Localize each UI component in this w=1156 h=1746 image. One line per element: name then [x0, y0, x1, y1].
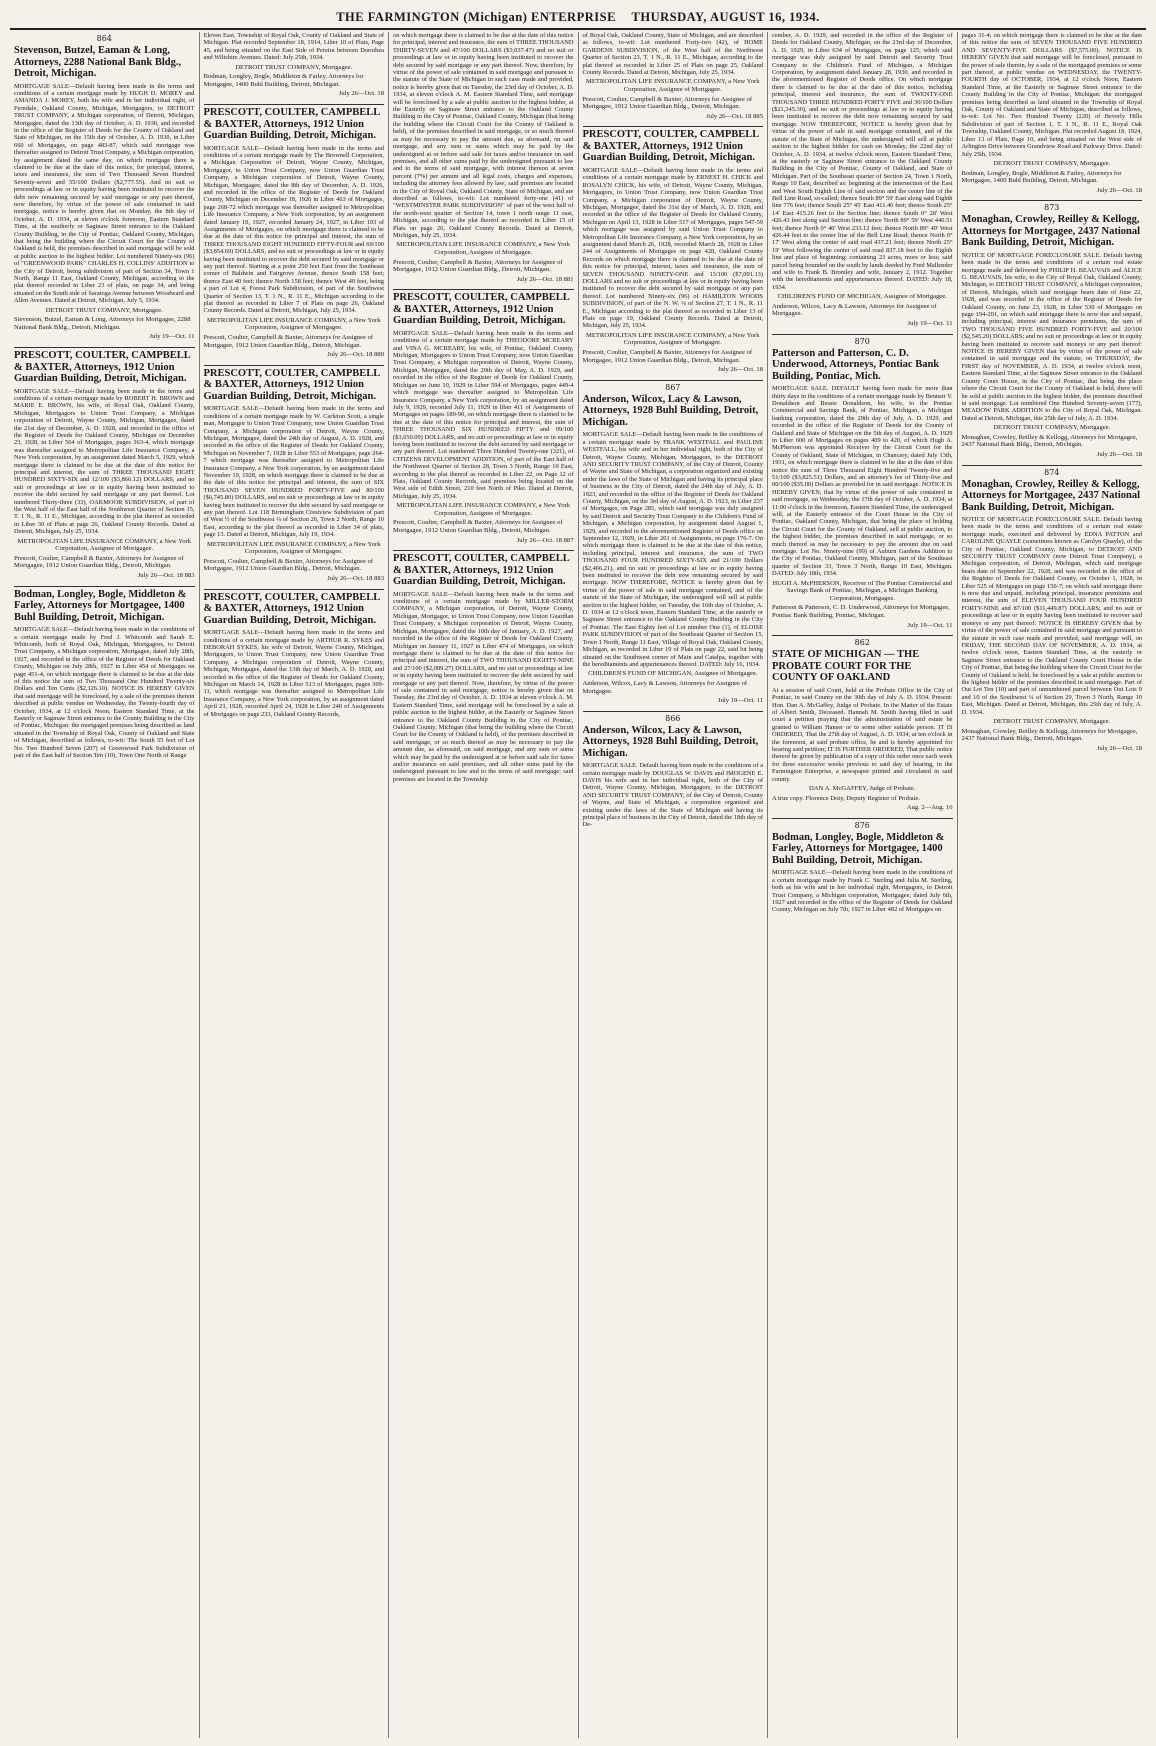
notice-body: MORTGAGE SALE—Default having been made in the terms and conditions of a certain mortgage made by W. Carleton Scott, a single man, Mortgagor to Union Trust Company, now Union Guardian Trust Company, a Michigan corporation of Detroit, Wayne County, Michigan, Mortgagee, dated the 24th day of August, A. D. 1928, and recorded in the office of the Register of Deeds for Oakland County, Michigan on November 7, 1928 in Liber 553 of Mortgages, page 264-7 which mortgage was thereafter assigned to Metropolitan Life Insurance Company, a New York corporation, by an assignment dated November 19, 1928, on which mortgage there is claimed to be due at the date of this notice for principal and interest, the sum of SIX THOUSAND SEVEN HUNDRED FORTY-FIVE and 80/100 ($6,745.80) DOLLARS, and no suit or proceedings at law or in equity having been instituted to recover the debt secured by said mortgage or any part thereof. Lot 118 Birmingham Crestview Subdivision of part of West ½ of the Southwest ¼ of Section 26, Town 2 North, Range 10 East, according to the plat thereof as recorded in Liber 34 of plats, page 13. Dated at Detroit, Michigan, July 19, 1934. [203, 405, 384, 539]
notice-attorneys: Prescott, Coulter, Campbell & Baxter, Attorneys for Assignee of Mortgagee, 1912 Union Guardian Bldg., Detroit, Michigan. [393, 258, 563, 274]
notice-publication-dates: Aug. 2—Aug. 16 [906, 804, 953, 812]
notice-body: cember, A. D. 1929, and recorded in the office of the Register of Deeds for Oakland County, Michigan, on the 23rd day of December, A. D. 1929, in Liber 634 of Mortgages, on page 125, which said mortgage was duly assigned by said Detroit and Security Trust Company to the Children's Fund of Michigan, a Michigan Corporation, by assignment dated January 28, 1930, and recorded in the aforementioned Register of Deeds office. On which mortgage there is claimed to be due at the date of this notice, including principal, interest and insurance, the sum of TWENTY-ONE THOUSAND THREE HUNDRED FORTY FIVE and 30/100 Dollars ($21,345.30), and no suit or proceedings at law or in equity having been instituted to recover the debt now remaining secured by said mortgage. NOW THEREFORE, NOTICE is hereby given that by virtue of the power of sale in said mortgage contained, and of the statute of the State of Michigan, the undersigned will sell at public auction to the highest bidder for cash on Monday, the 22nd day of October, A. D. 1934, at twelve o'clock noon, Eastern Standard Time, at the easterly or Saginaw Street entrance to the Oakland County Building in the City of Pontiac, County of Oakland, and State of Michigan. Part of the Southeast quarter of Section 24, Town 1 North, Range 10 East, described as: beginning at the intersection of the East and West South Eighth Line of said section and the center line of the Bell Line Road, so-called; thence South 89° 59' East along said Eighth line 776 feet; thence South 25° 45' East 411.46 feet; thence South 25° 14' East 415.26 feet to the Section line; thence South 0° 28' West 426.43 feet along said Section line; thence North 89° 59' West 440.51 feet; thence North 0° 40' West 233.12 feet; thence North 89° 49' West 426.44 feet to the center line of the Bell Line Road; thence North 0° 17' West along the center of said road 437.21 feet; thence North 25° 19' West following the center of said road 837.18 feet to the Eighth line and place of beginning; containing 23 acres, more or less; said parcel being bounded on the south by lands deeded by Fred Mallender and wife to Frank B. Bromley and wife, January 2, 1912. Together with the hereditaments and appurtenances thereof. DATED: July 18, 1934. [772, 32, 953, 291]
notice-867 [583, 383, 764, 705]
masthead-title: THE FARMINGTON (Michigan) ENTERPRISE [336, 10, 616, 24]
notice-bodman-1 [14, 589, 195, 760]
notice-signatory: METROPOLITAN LIFE INSURANCE COMPANY, a New York Corporation, Assignee of Mortgagee. [17, 537, 191, 553]
notice-881b [393, 292, 574, 544]
notice-col6-cont [962, 32, 1143, 194]
notice-col4-cont [583, 32, 764, 120]
notice-body: MORTGAGE SALE. Default having been made in the conditions of a certain mortgage made by DOUGLAS W. DAVIS and IMOGENE E. DAVIS his wife and in her individual right, both of the City of Detroit, Wayne County, Michigan, Mortgagors, to the DETROIT AND SECURITY TRUST COMPANY, of the City of Detroit, County of Wayne, and State of Michigan, a corporation organized and existing under the laws of the State of Michigan and having its principal place of business in the City of Detroit, dated the 18th day of De- [582, 762, 763, 829]
notice-publication-dates: July 26—Oct. 18 887 [516, 536, 574, 544]
notice-header: STATE OF MICHIGAN — THE PROBATE COURT FOR THE COUNTY OF OAKLAND [772, 649, 920, 684]
notice-864 [14, 34, 195, 341]
column-rule [583, 711, 764, 712]
notice-signatory: METROPOLITAN LIFE INSURANCE COMPANY, a New York Corporation, Assignee of Mortgagee. [586, 331, 760, 347]
notice-signatory: DETROIT TRUST COMPANY, Mortgagee. [993, 717, 1111, 725]
notice-publication-dates: July 19—Oct. 11 [907, 320, 953, 327]
notice-body: MORTGAGE SALE—Default having been made in the terms and conditions of a certain mortgage made by ROBERT H. BROWN and MARIE E. BROWN, his wife, of Royal Oak, Oakland County, Michigan, Mortgagors to Union Trust Company, a Michigan corporation of Detroit, Wayne County, Michigan, Mortgagee, dated the 21st day of December, A. D. 1928, and recorded in the office of the Register of Deeds for Oakland County, Michigan on December 23, 1928, in Liber 564 of Mortgages, pages 363-4, which mortgage was thereafter assigned to Metropolitan Life Insurance Company, a New York corporation, by an assignment dated March 5, 1929, which mortgage there is claimed to be due at the date of this notice for principal and interest, the sum of THREE THOUSAND EIGHT HUNDRED SIXTY-SIX and 12/100 ($3,866.12) DOLLARS, and no suit or proceedings at law or in equity having been instituted to recover the debt secured by said mortgage or any part thereof. Lot numbered Thirty-three (33), OAKMOOR SUBDIVISION, of part of the West half of the East half of the Southwest Quarter of Section 15, T. 1 N., R. 11 E., Michigan, according to the plat thereof as recorded in Liber 30 of Plats at page 26, Oakland County Records. Dated at Detroit, Michigan, July 25, 1934. [14, 387, 195, 536]
notice-header: Bodman, Longley, Bogle, Middleton & Farley, Attorneys for Mortgagee, 1400 Buhl Building, Detroit, Michigan. [772, 831, 945, 866]
column-rule [14, 586, 195, 587]
notice-870 [772, 337, 953, 630]
notice-publication-dates: July 26—Oct. 18 [1096, 744, 1142, 752]
notice-body: MORTGAGE SALE—Default having been made in the conditions of a certain mortgage made by Frank C. Sterling and Julia M. Sterling, both as his wife and in her individual right, Mortgagors, to Detroit Trust Company, a Michigan corporation, Mortgagee, dated July 6th, 1927 and recorded in the office of the Register of Deeds for Oakland County, Michigan on July 7th, 1927 in Liber 482 of Mortgages on [772, 869, 953, 914]
legal-notices-columns [10, 32, 1146, 1738]
notice-attorneys: Patterson & Patterson, C. D. Underwood, Attorneys for Mortgagee, Pontiac Bank Building, Pontiac, Michigan. [772, 604, 950, 620]
notice-body: MORTGAGE SALE—Default having been made in the terms and conditions of a certain mortgage made by MILLER-STORM COMPANY, a Michigan corporation, of Detroit, Wayne County, Michigan, Mortgagor, to Union Trust Company, now Union Guardian Trust Company, a Michigan corporation of Detroit, Wayne County, Michigan, Mortgagee, dated the 10th day of January, A. D. 1927, and recorded in the office of the Register of Deeds for Oakland County, Michigan on January 11, 1927 in Liber 474 of Mortgages, on which mortgage there is claimed to be due at the date of this notice for principal and interest, the sum of TWO THOUSAND EIGHTY-NINE and 27/100 ($2,089.27) DOLLARS, and no suit or proceedings at law or in equity having been instituted to recover the debt secured by said mortgage or any part thereof. Now, therefore, by virtue of the power of sale contained in said mortgage, notice is hereby given that on Tuesday, the 23rd day of October, A. D. 1934 at eleven o'clock A. M. Eastern Standard Time, said mortgage will be foreclosed by a sale at public auction to the highest bidder, at the Easterly or Saginaw Street entrance to the Oakland County Building in the City of Pontiac, Oakland County, Michigan (that being the building where the Circuit Court for the County of Oakland is held), of the premises described in said mortgage, or so much thereof as may be necessary to pay the amount due, as aforesaid, on said mortgage, and any sum or sums which may be paid by the undersigned at or before said sale for taxes and/or insurance on said premises, and all other sums paid by the undersigned pursuant to law and to the terms of said mortgage; said premises are located in the Township [393, 590, 574, 783]
notice-body: At a session of said Court, held at the Probate Office in the City of Pontiac, in said County on the 30th day of July A. D. 1934. Present: Hon. Dan A. McGaffey, Judge of Probate. In the Matter of the Estate of Albert Smith, Deceased. Hannah M. Smith having filed in said court a petition praying that the administration of said estate be granted to William Hanser or to some other suitable person. IT IS ORDERED, That the 27th day of August, A. D. 1934, at ten o'clock in the forenoon, at said probate office, be and is hereby appointed for hearing said petition; IT IS FURTHER ORDERED, That public notice thereof be given by publication of a copy of this order once each week for three successive weeks previous to said day of hearing, in the Farmington Enterprise, a newspaper printed and circulated in said county. [772, 686, 953, 783]
notice-887 [393, 553, 574, 783]
notice-body: MORTGAGE SALE—Default having been made in the conditions of a certain mortgage made by FRANK WESTFALL and PAULINE WESTFALL, his wife and in her individual right, both of the City of Detroit, Wayne County, Michigan, Mortgagors, to the DETROIT AND SECURITY TRUST COMPANY, of the City of Detroit, County of Wayne and State of Michigan, a corporation organized and existing under the laws of the State of Michigan and having its principal place of business in the City of Detroit, dated the 24th day of July, A. D. 1923, and recorded in the office of the Register of Deeds for Oakland County, Michigan, on the 3rd day of August, A. D. 1923, in Liber 237 of Mortgages, on Page 285, which said mortgage was duly assigned by said Detroit and Security Trust Company to the Children's Fund of Michigan, a Michigan corporation, by assignment dated August 1, 1929, and recorded in the aforementioned Register of Deeds office on September 12, 1929, in Liber 201 of Assignments, on page 176-7. On which mortgage there is claimed to be due at the date of this notice, including principal, interest and insurance, the sum of TWO THOUSAND FOUR HUNDRED SIXTY-SIX and 21/100 Dollars ($2,466.21), and no suit or proceedings at law or in equity having been instituted to recover the debt now remaining secured by said mortgage. NOW THEREFORE, NOTICE is hereby given that by virtue of the power of sale in said mortgage contained, and of the statute of the State of Michigan, the undersigned will sell at public auction to the highest bidder, on Tuesday, the 16th day of October, A. D. 1934 at 12 o'clock noon, Eastern Standard Time, at the easterly or Saginaw Street entrance to the Oakland County Building in the City of Pontiac. The East Eighty feet of Lot number One (1), of ELOISE PARK SUBDIVISION of part of the Southeast Quarter of Section 15, Town 1 North, Range 11 East, Village of Royal Oak, Oakland County, Michigan, as recorded in Liber 19 of Plats on page 22, said lot being situated on the Southwest corner of Main and Catalpa, together with the hereditaments and appurtenances thereof. DATED: July 16, 1934. [582, 431, 763, 668]
notice-attorneys: Prescott, Coulter, Campbell & Baxter, Attorneys for Assignee of Mortgagee, 1912 Union Guardian Bldg., Detroit, Michigan. [203, 557, 374, 573]
notice-signatory: DETROIT TRUST COMPANY, Mortgagee. [993, 424, 1111, 432]
notice-col3-cont [393, 32, 574, 283]
notice-publication-dates: July 19—Oct. 11 [718, 697, 763, 705]
column-rule [772, 818, 953, 819]
column-rule [393, 289, 574, 290]
notice-publication-dates: July 26—Oct. 18 881 [516, 275, 574, 283]
column-rule [772, 334, 953, 335]
notice-publication-dates: July 26—Oct. 18 [338, 90, 384, 98]
column-rule [962, 465, 1143, 466]
notice-attorneys: Anderson, Wilcox, Lacy & Lawson, Attorneys for Assignee of Mortgagee. [772, 302, 937, 318]
notice-attorneys: Bodman, Longley, Bogle, Middleton & Farley, Attorneys for Mortgagee, 1400 Buhl Building, Detroit, Michigan. [961, 169, 1122, 185]
column-rule [204, 104, 385, 105]
notice-873 [962, 203, 1143, 458]
notice-body: pages 31-4; on which mortgage there is claimed to be due at the date of this notice the sum of SEVEN THOUSAND FIVE HUNDRED AND SEVENTY-FIVE DOLLARS ($7,575.00). NOTICE IS HEREBY GIVEN that said mortgage will be foreclosed, pursuant to the power of sale therein, by a sale of the mortgaged premises or some part thereof, at public vendue on WEDNESDAY, the TWENTY-FOURTH day of OCTOBER, 1934, at 12 o'clock Noon, Eastern Standard Time, at the Easterly or Saginaw Street entrance to the County Building in the City of Pontiac, Michigan: the mortgaged premises being described as land situated in the Township of Royal Oak, County of Oakland and State of Michigan, described as follows, to-wit: Lot No. Two Hundred Twenty (220) of Beverly Hills Subdivision of part of Section 1, T. 1 N., R. 11 E., Royal Oak Township, Oakland County, Michigan. Plat recorded August 18, 1924, Liber 13 of Plats, Page 10, and being situated on the West side of Arlington Drive between Grandview Road and Parkway Drive. Dated: July 25th, 1934. [961, 32, 1142, 158]
notice-header: PRESCOTT, COULTER, CAMPBELL & BAXTER, Attorneys, 1912 Union Guardian Building, Detroit, Michigan. [582, 129, 759, 164]
notice-header: PRESCOTT, COULTER, CAMPBELL & BAXTER, Attorneys, 1912 Union Guardian Building, Detroit, Michigan. [203, 367, 380, 402]
notice-publication-dates: July 26—Oct. 18 [1096, 186, 1142, 194]
notice-publication-dates: July 19—Oct. 11 [907, 621, 953, 629]
column-4 [578, 32, 768, 1738]
notice-body: MORTGAGE SALE—Default having been made in the terms and conditions of a certain mortgage made by HUGH D. MOREY and AMANDA J. MOREY, both his wife and in her individual right, of Ferndale, Oakland County, Michigan, Mortgagors, to DETROIT TRUST COMPANY, a Michigan corporation, of Detroit, Michigan, Mortgagee, dated the 13th day of October, A. D. 1930, and recorded in the office of the Register of Deeds for the County of Oakland and State of Michigan, on the 15th day of October, A. D. 1930, in Liber 660 of Mortgages, on page 483-87, which said mortgage was thereafter assigned to Detroit Trust Company, a Michigan corporation, by assignment dated the same day, on which mortgage there is claimed to be due at the date of this notice, for principal, interest, taxes and insurance, the sum of Two Thousand Seven Hundred Seventy-seven and 55/100 Dollars ($2,777.55). And no suit or proceedings at law or in equity having been instituted to recover the debt now remaining secured by said mortgage or any part thereof, now therefore, by virtue of the power of sale contained in said mortgage, notice is hereby given that on Monday, the 8th day of October, A. D. 1934, at eleven o'clock forenoon, Eastern Standard Time, at the southerly or Saginaw Street entrance to the Oakland County Building, in the City of Pontiac, Oakland County, Michigan, that being the building where the Circuit Court for the County of Oakland is held, the premises described in said mortgage will be sold at public auction to the highest bidder. Lot numbered Ninety-six (96) of "GREENWOOD PARK" CHARLES H. COLLINS' ADDITION to the City of Detroit, being subdivision of part of Section 34, Town 1 North, Range 11 East, Oakland County, Michigan, according to the plat thereof recorded in Liber 23 of plats, on page 34, and being situated on the South side of Saratoga Avenue between Woodward and Allen Avenues. Dated at Detroit, Michigan, July 5, 1934. [14, 82, 195, 305]
notice-874 [962, 468, 1143, 753]
notice-signatory: METROPOLITAN LIFE INSURANCE COMPANY, a New York Corporation, Assignee of Mortgagee. [396, 241, 570, 256]
notice-883a [14, 350, 195, 580]
notice-header: Monaghan, Crowley, Reilley & Kellogg, Attorneys for Mortgagee, 2437 National Bank Building, Detroit, Michigan. [961, 478, 1141, 513]
notice-882 [204, 32, 385, 98]
notice-publication-dates: July 26—Oct. 18 880 [327, 351, 384, 359]
notice-number: 876 [854, 820, 870, 830]
notice-body: MORTGAGE SALE—Default having been made in the terms and conditions of a certain mortgage made by ARTHUR R. SYKES and DEBORAH SYKES, his wife of Detroit, Wayne County, Michigan, Mortgagors, to Union Trust Company, now Union Guardian Trust Company, a Michigan corporation of Detroit, Wayne County, Michigan, Mortgagee, dated the 13th day of March, A. D. 1928, and recorded in the office of the Register of Deeds for Oakland County, Michigan on March 14, 1928 in Liber 513 of Mortgages, pages 309-11, which mortgage was thereafter assigned to Metropolitan Life Insurance Company, a New York corporation, by an assignment dated April 23, 1928, recorded April 24, 1928 in Liber 240 of Assignments of Mortgages on page 233, Oakland County Records, [203, 629, 384, 718]
notice-signatory: DAN A. McGAFFEY, Judge of Probate. [809, 785, 916, 792]
notice-col5-cont [772, 32, 953, 328]
notice-signatory: HUGH A. McPHERSON, Receiver of The Pontiac Commercial and Savings Bank of Pontiac, Michigan, a Michigan Banking Corporation, Mortgagee. [772, 579, 953, 602]
notice-number: 866 [665, 713, 681, 723]
notice-header: PRESCOTT, COULTER, CAMPBELL & BAXTER, Attorneys, 1912 Union Guardian Building, Detroit, Michigan. [14, 350, 191, 385]
notice-number: 864 [96, 34, 112, 43]
notice-body: MORTGAGE SALE—Default having been made in the conditions of a certain mortgage made by Fred J. Whitcomb and Sarah E. Whitcomb, both of Royal Oak, Michigan, Mortgagors, to Detroit Trust Company, a Michigan corporation, Mortgagee, dated July 28th, 1927, and recorded in the office of the Register of Deeds for Oakland County, Michigan on July 28th, 1927 in Liber 454 of Mortgages on page 451-4; on which mortgage there is claimed to be due at the date of this notice the sum of Two Thousand One Hundred Twenty-six Dollars and Ten Cents ($2,126.10). NOTICE IS HEREBY GIVEN that said mortgage will be foreclosed, by a sale of the premises therein described at public vendue on Wednesday, the Twenty-fourth day of October, 1934, at 12 o'clock Noon, Eastern Standard Time, at the Easterly or Saginaw Street entrance to the County Building in the City of Pontiac, Michigan: the mortgaged premises being described as land situated in the Township of Royal Oak, County of Oakland and State of Michigan, described as follows, to-wit: The South 55 feet of Lot No. Two Hundred Seven (207) of Greenwood Park Subdivision of part of the East half of Section Ten (10), Town One North of Range [14, 626, 195, 760]
notice-attorneys: Bodman, Longley, Bogle, Middleton & Farley, Attorneys for Mortgagee, 1400 Buhl Building, Detroit, Michigan. [203, 73, 364, 88]
masthead [10, 6, 1146, 30]
notice-header: Patterson and Patterson, C. D. Underwood, Attorneys, Pontiac Bank Building, Pontiac, Mich. [772, 347, 940, 382]
column-rule [962, 200, 1143, 201]
notice-attorneys: Prescott, Coulter, Campbell & Baxter, Attorneys for Assignee of Mortgagee, 1912 Union Guardian Bldg., Detroit, Michigan. [393, 519, 563, 534]
notice-883c [204, 592, 385, 718]
notice-attorneys: Prescott, Coulter, Campbell & Baxter, Attorneys for Assignee of Mortgagee, 1912 Union Guardian Bldg., Detroit, Michigan. [203, 334, 374, 349]
notice-signatory: CHILDREN'S FUND OF MICHIGAN, Assignee of Mortgagee. [588, 670, 758, 678]
column-rule [772, 635, 953, 636]
notice-bodman-2 [772, 821, 953, 914]
notice-body: NOTICE OF MORTGAGE FORECLOSURE SALE. Default having been made in the terms and conditions of a certain real estate mortgage made, executed and delivered by EDNA PATTON and CAROLINE QUAYLE (sometimes known as Carolyn Quayle), of the City of Pontiac, Oakland County, Michigan, to DETROIT AND SECURITY TRUST COMPANY (now Detroit Trust Company), a Michigan corporation, of Detroit, Michigan, which said mortgage bears date of September 22, 1928, and was recorded in the office of the Register of Deeds for Oakland County, on October 1, 1928, in Liber 525 of Mortgages on page 150-7; on which said mortgage there is now due and unpaid, including principal, insurance premiums and interest, the sum of ELEVEN THOUSAND FOUR HUNDRED FORTY-NINE and 87/100 ($11,449.87) DOLLARS; and no suit or proceedings at law or in equity having been instituted to recover said moneys or any part thereof: NOTICE IS HEREBY GIVEN that by virtue of the power of sale contained in said mortgage and pursuant to the statute in such case made and provided, said mortgage will, on FRIDAY, THE SECOND DAY OF NOVEMBER, A. D. 1934, at twelve o'clock noon, Eastern Standard Time, at the easterly or Saginaw Street entrance to the Oakland County Court House in the City of Pontiac, that being the building where the Circuit Court for the County of Oakland is held, be foreclosed by a sale at public auction to the highest bidder of the premises described in said mortgage. Part of Out Lot Ten (10) and part of unnumbered parcel between Out Lots 9 and 10 of the Southwest ¼ of Section 29, Town 3 North, Range 10 East, Michigan. Dated at Detroit, Michigan, this 25th day of July, A. D. 1934. [961, 516, 1142, 716]
column-6 [957, 32, 1147, 1738]
notice-number: 873 [1044, 203, 1060, 213]
notice-publication-dates: July 26—Oct. 18 [1096, 450, 1142, 458]
column-rule [14, 347, 195, 348]
notice-attorneys: Stevenson, Butzel, Eaman & Long, Attorneys for Mortgagee, 2288 National Bank Bldg., Detroit, Michigan. [14, 316, 191, 331]
notice-number: 862 [854, 638, 870, 648]
notice-header: Monaghan, Crowley, Reilley & Kellogg, Attorneys for Mortgagee, 2437 National Bank Building, Detroit, Michigan. [961, 214, 1141, 249]
notice-signatory: METROPOLITAN LIFE INSURANCE COMPANY, a New York Corporation, Assignee of Mortgagee. [207, 316, 381, 332]
column-1 [10, 32, 199, 1738]
notice-attorneys: Monaghan, Crowley, Reilley & Kellogg, Attorneys for Mortgagee, 2437 National Bank Bldg., Detroit, Michigan. [961, 727, 1138, 743]
notice-publication-dates: July 26—Oct. 18 883 [327, 575, 384, 582]
column-rule [393, 550, 574, 551]
column-5 [767, 32, 957, 1738]
notice-body: of Royal Oak, Oakland County, State of Michigan, and are described as follows, to-wit: Lot numbered Forty-two (42), of HOME GARDENS SUBDIVISION, of the West half of the Northwest Quarter of Section 23, T. 1 N., R. 11 E., Michigan, according to the plat thereof as recorded in Liber 25 of Plats on page 25, Oakland County Records. Dated at Detroit, Michigan, July 25, 1934. [582, 32, 763, 77]
notice-body: MORTGAGE SALE. DEFAULT having been made for more than thirty days in the conditions of a certain mortgage made by Bennett V. Donaldson and Bessie Donaldson, his wife, to the Pontiac Commercial and Savings Bank, of Pontiac, Michigan, a Michigan banking corporation, dated the 29th day of July, A. D. 1929, and recorded in the office of the Register of Deeds for the County of Oakland and State of Michigan on the 5th day of August, A. D. 1929 in Liber 600 of Mortgages on pages 409 to 420, of which Hugh A. McPherson was appointed Receiver by the Circuit Court for the County of Oakland, State of Michigan, in Chancery, dated July 13th, 1931, on which mortgage there is claimed to be due at the date of this notice the sum of Three Thousand Eight Hundred Twenty-five and 51/100 ($3,825.51) Dollars, and an attorney's fee of Thirty-five and 00/100 ($35.00) Dollars as provided for in said mortgage. NOTICE IS HEREBY GIVEN, that by virtue of the power of sale contained in said mortgage, on Wednesday, the 17th day of October, A. D. 1934, at 11:00 o'clock in the forenoon, Eastern Standard Time, the undersigned will, at the Easterly entrance of the Court House in the City of Pontiac, Oakland County, Michigan, that being the place of holding the Circuit Court for the County of Oakland, sell at public auction, to the highest bidder, the premises described in said mortgage, or so much thereof as may be necessary to pay the amount due on said mortgage. Lot No. Ninety-nine (99) of Auburn Gardens Addition to the City of Pontiac, Oakland County, Michigan, part of the Southeast quarter of Section 33, Town 3 North, Range 10 East, Michigan. DATED: July 18th, 1934. [772, 385, 953, 578]
notice-attorneys: Prescott, Coulter, Campbell & Baxter, Attorneys for Assignee of Mortgagee, 1912 Union Guardian Bldg., Detroit, Michigan. [582, 95, 753, 111]
notice-body: on which mortgage there is claimed to be due at the date of this notice for principal, interest and insurance, the sum of THREE THOUSAND THIRTY-SEVEN and 47/100 DOLLARS ($3,037.47) and no suit or proceedings at law or in equity having been instituted to recover the debt secured by said mortgage or any part thereof. Now, therefore, by virtue of the power of sale contained in said mortgage and pursuant to the statute of the State of Michigan in such case made and provided, notice is hereby given that on Tuesday, the 23rd day of October, A. D. 1934, at eleven o'clock A. M. Eastern Standard Time, said mortgage will be foreclosed by a sale at public auction to the highest bidder, at the Easterly or Saginaw Street entrance to the Oakland County Building in the City of Pontiac, Oakland County, Michigan (that being the building where the Circuit Court for the County of Oakland is held), of the premises described in said mortgage, or so much thereof as may be necessary to pay the amount due, as aforesaid, on said mortgage, and any sum or sums which may be paid by the undersigned at or before said sale for taxes and/or insurance on said premises, and all other sums paid by the undersigned pursuant to law and to the terms of said mortgage, with interest thereon at seven percent (7%) per annum and all legal costs, charges and expenses, including the attorney fees allowed by law; said premises are located in the City of Royal Oak, Oakland County, State of Michigan, and are described as follows, to-wit: Lot numbered forty-one (41) of "WESTMINSTER PARK SUBDIVISION" of part of the west half of the north-west quarter of Section 14, town 1 north range 11 east, Michigan, according to the plat thereof as recorded in Liber 15 of Plats on page 26, Oakland County Records. Dated at Detroit, Michigan, July 25, 1934. [393, 32, 574, 239]
notice-number: 870 [854, 336, 870, 346]
notice-header: Stevenson, Butzel, Eaman & Long, Attorneys, 2288 National Bank Bldg., Detroit, Michigan. [14, 45, 182, 79]
notice-attorneys: Anderson, Wilcox, Lacy & Lawson, Attorneys for Assignee of Mortgagee. [582, 679, 748, 695]
notice-header: Bodman, Longley, Bogle, Middleton & Farley, Attorneys for Mortgagee, 1400 Buhl Building, Detroit, Michigan. [14, 588, 187, 623]
notice-signatory: DETROIT TRUST COMPANY, Mortgagee. [235, 63, 353, 71]
notice-signatory: CHILDREN'S FUND OF MICHIGAN, Assignee of Mortgagee. [777, 293, 947, 301]
column-2 [199, 32, 389, 1738]
notice-880b [204, 368, 385, 583]
notice-header: PRESCOTT, COULTER, CAMPBELL & BAXTER, Attorneys, 1912 Union Guardian Building, Detroit, Michigan. [393, 553, 570, 588]
notice-number: 867 [665, 382, 681, 392]
notice-885 [583, 129, 764, 373]
notice-attorneys: A true copy. Florence Doty, Deputy Register of Probate. [772, 794, 921, 802]
column-rule [583, 380, 764, 381]
notice-body: MORTGAGE SALE—Default having been made in the terms and conditions of a certain mortgage made by ERNEST H. CHICK and ROSALYN CHICK, his wife, of Detroit, Wayne County, Michigan, Mortgagors, to Union Trust Company, now Union Guardian Trust Company, a Michigan corporation of Detroit, Wayne County, Michigan, Mortgagee, dated the 31st day of March, A. D. 1928, and recorded in the office of the Register of Deeds for Oakland County, Michigan on April 13, 1928 in Liber 517 of Mortgages, pages 547-59 which mortgage was assigned by said Union Trust Company to Metropolitan Life Insurance Company, a New York corporation, by an assignment dated March 26, 1928, recorded March 28, 1928 in Liber 244 of Assignments of Mortgages on page 428, Oakland County Records on which mortgage there is claimed to be due at the date of this notice for principal, interest, taxes and insurance, the sum of SEVEN THOUSAND NINETY-ONE and 13/100 ($7,091.13) DOLLARS and no suit or proceedings at law or in equity having been instituted to recover the debt secured by said mortgage or any part thereof. Lot numbered Ninety-six (96) of HAMILTON WOODS SUBDIVISION, of part of the N. W. ¼ of Section 27, T. 1 N., R. 11 E., Michigan according to the plat thereof as recorded in Liber 13 of Plats on page 19, Oakland County Records. Dated at Detroit, Michigan, July 25, 1934. [582, 166, 763, 330]
notice-attorneys: Prescott, Coulter, Campbell & Baxter, Attorneys for Assignee of Mortgagee, 1912 Union Guardian Bldg., Detroit, Michigan. [582, 349, 753, 364]
notice-body: NOTICE OF MORTGAGE FORECLOSURE SALE. Default having been made in the terms and conditions of a certain real estate mortgage made and delivered by PHILIP H. BEAUVAIS and ALICE G. BEAUVAIS, his wife, to the City of Royal Oak, Oakland County, Michigan, to DETROIT TRUST COMPANY, a Michigan corporation, of Detroit, Michigan, which said mortgage bears date of June 22, 1928, and was recorded in the office of the Register of Deeds for Oakland County, on June 23, 1928, in Liber 530 of Mortgages on page 194-201, on which said mortgage there is now due and unpaid, including principal, interest and insurance premiums, the sum of TWO THOUSAND FIVE HUNDRED FORTY-FIVE and 20/100 ($2,545.20) DOLLARS; and no suit or proceedings at law or in equity having been instituted to recover said moneys or any part thereof: NOTICE IS HEREBY GIVEN that by virtue of the power of sale contained in said mortgage and the statute, on THURSDAY, the FIRST day of NOVEMBER, A. D. 1934, at twelve o'clock noon, Eastern Standard Time, at the Saginaw Street entrance to the Oakland County Court House, in the City of Pontiac, that being the place where the Circuit Court for the County of Oakland is held, there will be sold at public auction to the highest bidder, the premises described in said mortgage. Lot numbered One Hundred Seventy-seven (177), MEADOW PARK ADDITION to the City of Royal Oak, Michigan. Dated at Detroit, Michigan, this 25th day of July, A. D. 1934. [961, 251, 1142, 422]
notice-header: PRESCOTT, COULTER, CAMPBELL & BAXTER, Attorneys, 1912 Union Guardian Building, Detroit, Michigan. [393, 292, 570, 327]
notice-866 [583, 714, 764, 829]
column-rule [204, 589, 385, 590]
notice-header: PRESCOTT, COULTER, CAMPBELL & BAXTER, Attorneys, 1912 Union Guardian Building, Detroit, Michigan. [203, 591, 380, 626]
notice-body: MORTGAGE SALE—Default having been made in the terms and conditions of a certain mortgage made by THEODORE MCREARY and VINA G. MCREARY, his wife, of Pontiac, Oakland County, Michigan, Mortgagors to Union Trust Company, now Union Guardian Trust Company, a Michigan corporation of Detroit, Wayne County, Michigan, Mortgagee, dated the 20th day of May, A. D. 1929, and recorded in the office of the Register of Deeds for Oakland County, Michigan on June 10, 1929 in Liber 594 of Mortgages, pages 449-4 which mortgage was thereafter assigned to Metropolitan Life Insurance Company, a New York corporation, by an assignment dated July 9, 1929, recorded July 11, 1929 in liber 411 of Assignments of Mortgages on pages 189-90, on which mortgage there is claimed to be due at the date of this notice for principal and interest, the sum of THREE THOUSAND SIX HUNDRED FIFTY and 09/100 ($3,650.09) DOLLARS, and no suit or proceedings at law or in equity having been instituted to recover the debt secured by said mortgage or any part thereof. Lot numbered Three Hundred Twenty-one (321), of CITIZENS DEVELOPMENT ADDITION, of part of the East half of the Northwest Quarter of Section 28, Town 3 North, Range 10 East, according to the plat thereof as recorded in Liber 22, on Page 12 of Plats, Oakland County Records, said premises being located on the West side of Edith Street, 210 feet North of Pike. Dated at Detroit, Michigan, July 25, 1934. [393, 329, 574, 500]
notice-publication-dates: July 19—Oct. 11 [149, 333, 195, 341]
notice-body: MORTGAGE SALE—Default having been made in the terms and conditions of a certain mortgage made by The Brownell Corporation, a Michigan Corporation of Detroit, Wayne County, Michigan, Mortgagor, to Union Trust Company, now Union Guardian Trust Company, a Michigan corporation of Detroit, Wayne County, Michigan, Mortgagee, dated the 8th day of December, A. D. 1926, and recorded in the office of the Register of Deeds for Oakland County, Michigan on December 18, 1926 in Liber 463 of Mortgages, page 268-72 which mortgage was thereafter assigned to Metropolitan Life Insurance Company, a New York corporation, by an assignment dated January 10, 1927, recorded January 24, 1927, in Liber 193 of Assignments of Mortgages, on which mortgage there is claimed to be due at the date of this notice for principal and interest, the sum of THREE THOUSAND EIGHT HUNDRED FIFTY-FOUR and 69/100 ($3,854.69) DOLLARS, and no suit or proceedings at law or in equity having been instituted to recover the debt secured by said mortgage or any part thereof. Starting at a point 250 feet East from the Southeast corner of Baldwin and Fairgrove Avenue, thence South 158 feet; thence East 40 feet; thence North 158 feet; thence West 40 feet, being a part of Lot 4, Forest Park Subdivision, of part of the Southwest Quarter of Section 13, T. 1 N., R. 11 E., Michigan according to the plat thereof as recorded in Liber 7 of Plats on page 26, Oakland County Records. Dated at Detroit, Michigan, July 25, 1934. [203, 144, 384, 315]
notice-signatory: DETROIT TRUST COMPANY, Mortgagee. [993, 159, 1111, 167]
column-3 [388, 32, 578, 1738]
notice-header: Anderson, Wilcox, Lacy & Lawson, Attorneys, 1928 Buhl Building, Detroit, Michigan. [582, 724, 759, 759]
notice-862 [772, 638, 953, 812]
notice-signatory: METROPOLITAN LIFE INSURANCE COMPANY, a New York Corporation, Assignee of Mortgagee. [396, 502, 570, 517]
masthead-date: THURSDAY, AUGUST 16, 1934. [631, 10, 820, 24]
notice-header: PRESCOTT, COULTER, CAMPBELL & BAXTER, Attorneys, 1912 Union Guardian Building, Detroit, Michigan. [203, 107, 380, 141]
column-rule [583, 126, 764, 127]
notice-signatory: METROPOLITAN LIFE INSURANCE COMPANY, a New York Corporation, Assignee of Mortgagee. [207, 540, 381, 556]
notice-publication-dates: July 26—Oct. 18 [717, 366, 763, 374]
notice-header: Anderson, Wilcox, Lacy & Lawson, Attorneys, 1928 Buhl Building, Detroit, Michigan. [582, 393, 759, 428]
notice-publication-dates: July 26—Oct. 18 883 [137, 572, 195, 580]
notice-882b [204, 107, 385, 359]
notice-publication-dates: July 26—Oct. 18 885 [706, 112, 763, 120]
notice-number: 874 [1044, 467, 1060, 477]
notice-attorneys: Monaghan, Crowley, Reilley & Kellogg, Attorneys for Mortgagee, 2437 National Bank Bldg., Detroit, Michigan. [961, 433, 1138, 449]
notice-body: Eleven East, Township of Royal Oak, County of Oakland and State of Michigan. Plat recorded September 18, 1914, Liber 10 of Plats, Page 45, and being situated on the East Side of Pereira between Dorothea and Wiltshire Avenues. Dated: July 25th, 1934. [203, 32, 384, 62]
notice-signatory: METROPOLITAN LIFE INSURANCE COMPANY, a New York Corporation, Assignee of Mortgagee. [586, 78, 760, 94]
notice-signatory: DETROIT TRUST COMPANY, Mortgagee. [45, 306, 163, 314]
notice-attorneys: Prescott, Coulter, Campbell & Baxter, Attorneys for Assignee of Mortgagee, 1912 Union Guardian Bldg., Detroit, Michigan. [14, 554, 184, 570]
column-rule [204, 365, 385, 366]
